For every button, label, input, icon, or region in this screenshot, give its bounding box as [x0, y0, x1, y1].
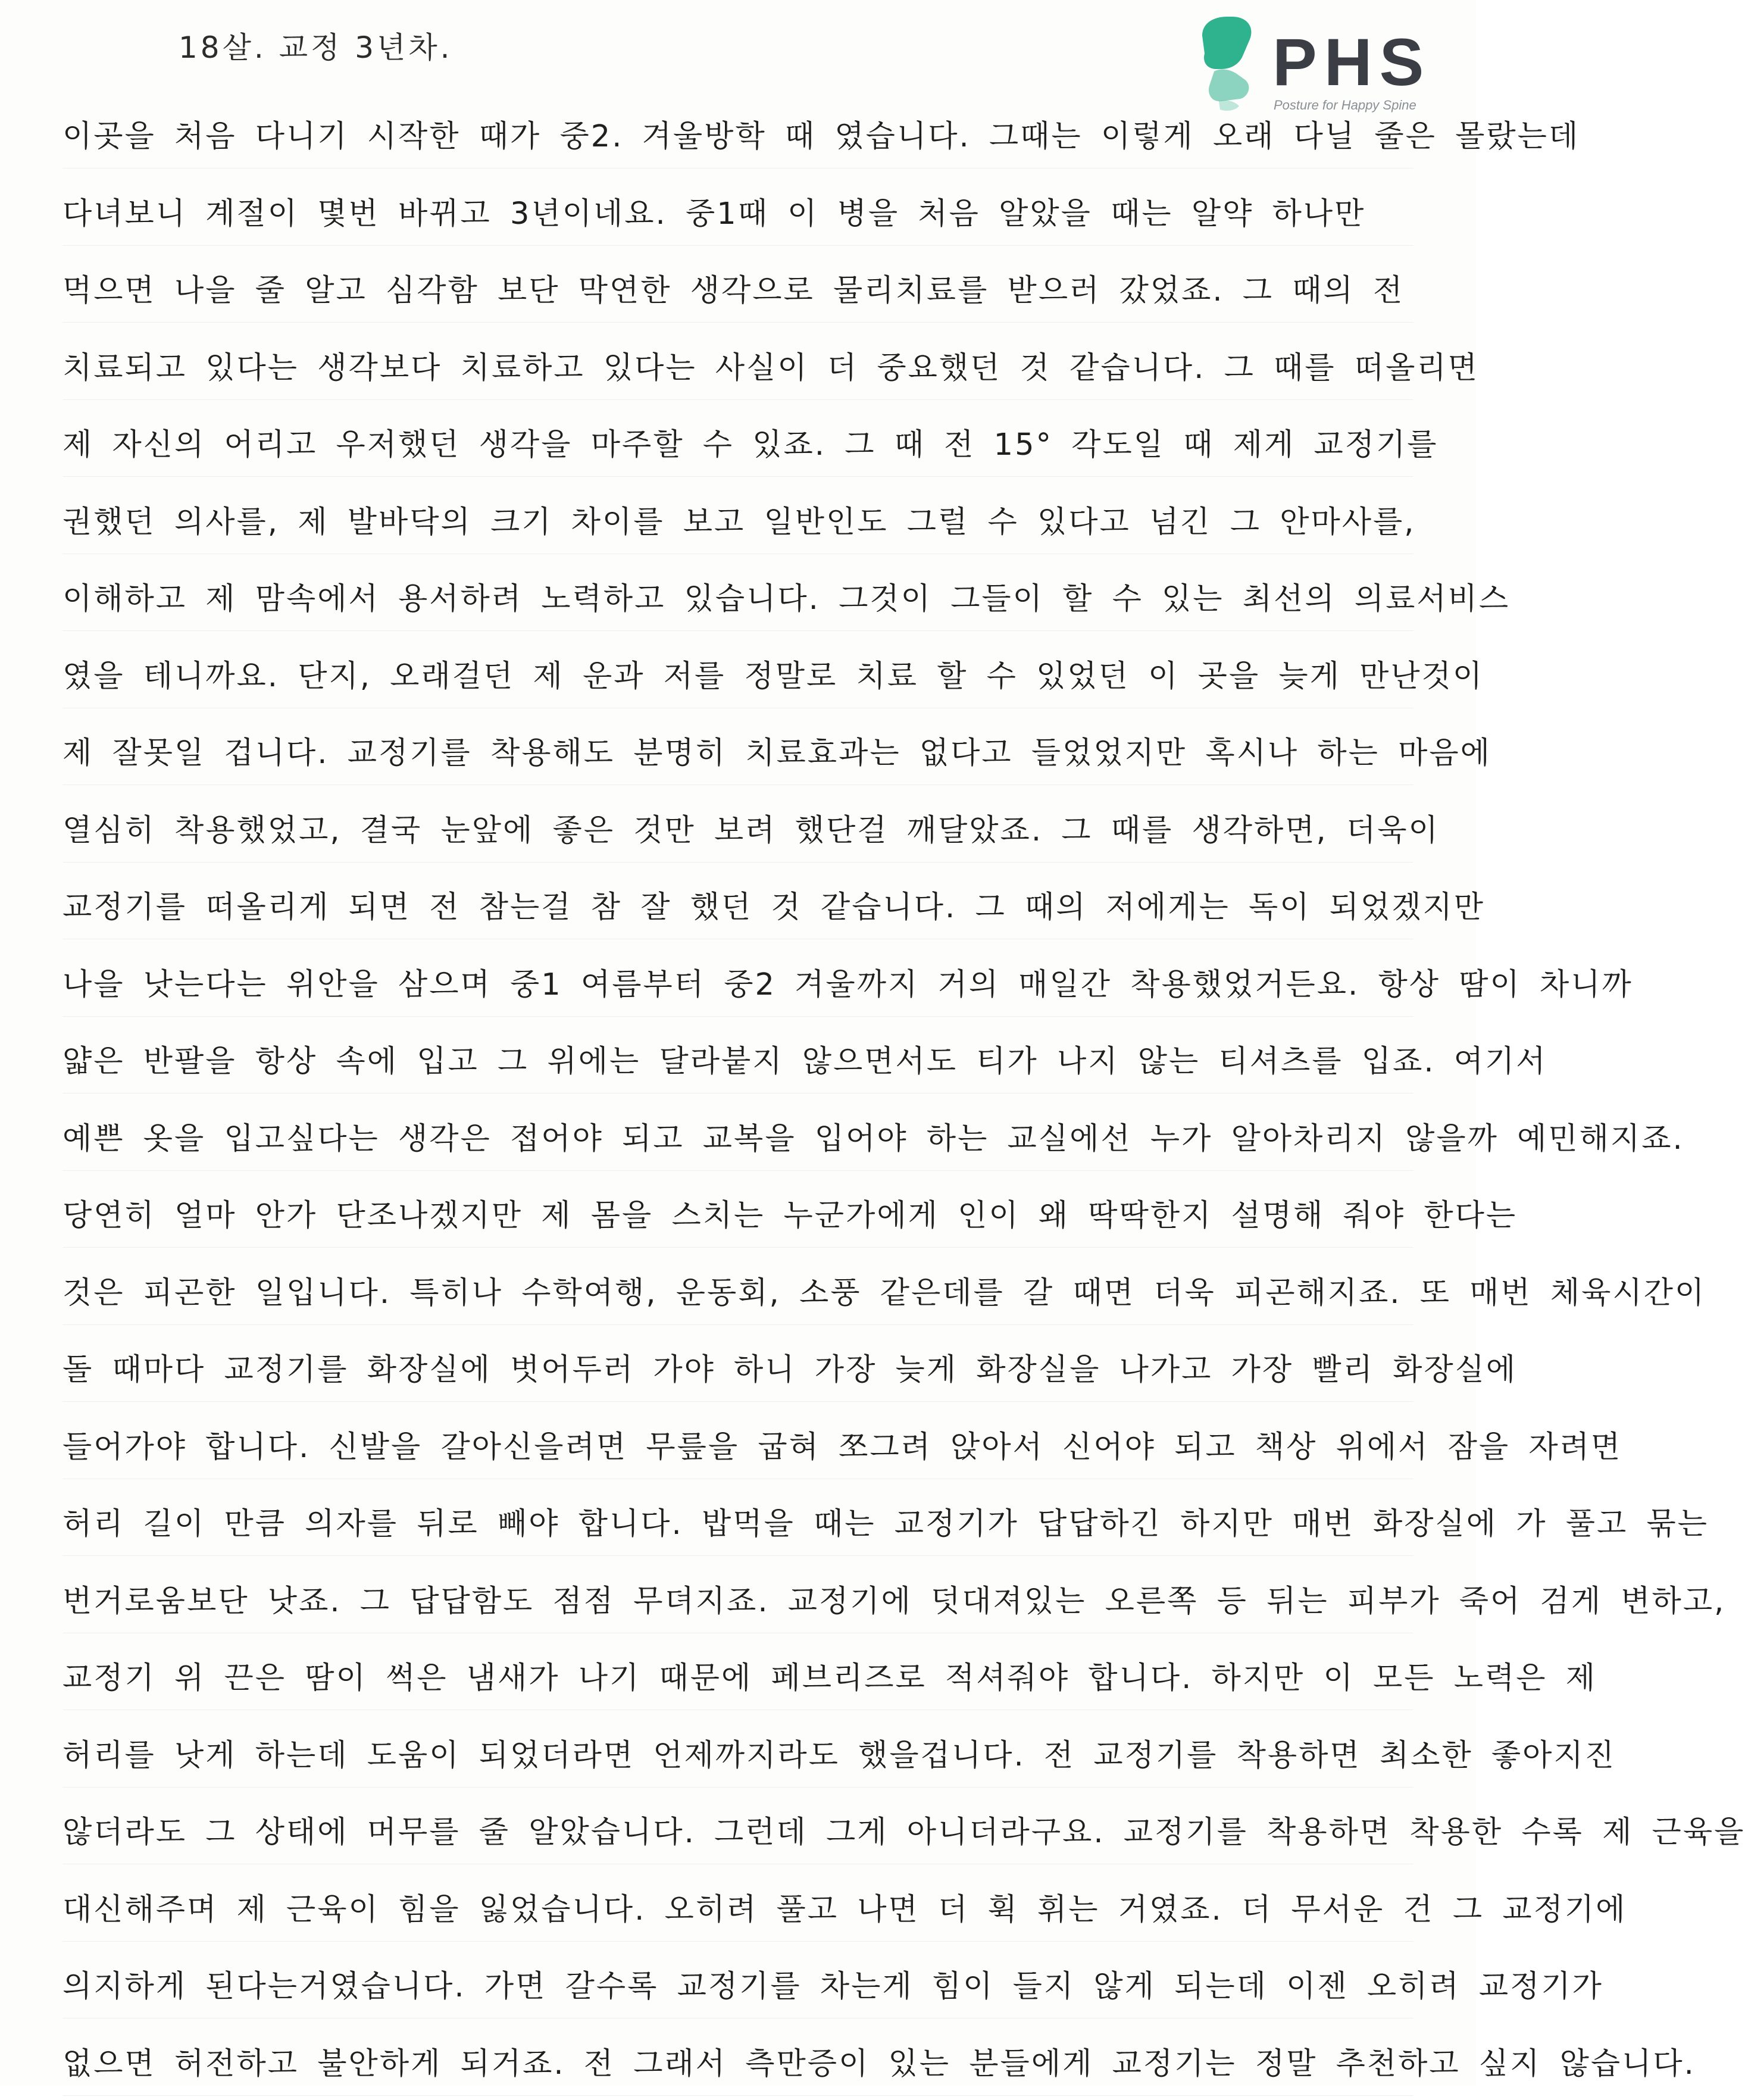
letter-line: 것은 피곤한 일입니다. 특히나 수학여행, 운동회, 소풍 같은데를 갈 때면 더욱 피곤해지죠. 또 매번 체육시간이 [62, 1276, 1706, 1311]
letter-line: 나을 낫는다는 위안을 삼으며 중1 여름부터 중2 겨울까지 거의 매일간 착용했었거든요. 항상 땀이 차니까 [62, 967, 1633, 1002]
letter-line: 번거로움보단 낫죠. 그 답답함도 점점 무뎌지죠. 교정기에 덧대져있는 오른쪽 등 뒤는 피부가 죽어 검게 변하고, [62, 1584, 1726, 1619]
letter-line: 없으면 허전하고 불안하게 되거죠. 전 그래서 측만증이 있는 분들에게 교정기는 정말 추천하고 싶지 않습니다. [62, 2046, 1696, 2082]
letter-line: 권했던 의사를, 제 발바닥의 크기 차이를 보고 일반인도 그럴 수 있다고 넘긴 그 안마사를, [62, 505, 1416, 540]
letter-line: 돌 때마다 교정기를 화장실에 벗어두러 가야 하니 가장 늦게 화장실을 나가고 가장 빨리 화장실에 [62, 1352, 1518, 1388]
letter-line: 당연히 얼마 안가 단조나겠지만 제 몸을 스치는 누군가에게 인이 왜 딱딱한지 설명해 줘야 한다는 [62, 1198, 1518, 1233]
letter-line: 들어가야 합니다. 신발을 갈아신을려면 무릎을 굽혀 쪼그려 앉아서 신어야 되고 책상 위에서 잠을 자려면 [62, 1430, 1622, 1465]
letter-line: 이해하고 제 맘속에서 용서하려 노력하고 있습니다. 그것이 그들이 할 수 있는 최선의 의료서비스 [62, 582, 1511, 617]
letter-line: 다녀보니 계절이 몇번 바뀌고 3년이네요. 중1때 이 병을 처음 알았을 때는 알약 하나만 [62, 196, 1366, 232]
letter-line: 이곳을 처음 다니기 시작한 때가 중2. 겨울방학 때 였습니다. 그때는 이렇게 오래 다닐 줄은 몰랐는데 [62, 119, 1580, 154]
letter-line: 교정기를 떠올리게 되면 전 참는걸 참 잘 했던 것 같습니다. 그 때의 저에게는 독이 되었겠지만 [62, 890, 1486, 925]
letter-line: 교정기 위 끈은 땀이 썩은 냄새가 나기 때문에 페브리즈로 적셔줘야 합니다. 하지만 이 모든 노력은 제 [62, 1661, 1597, 1696]
letter-line: 대신해주며 제 근육이 힘을 잃었습니다. 오히려 풀고 나면 더 휙 휘는 거였죠. 더 무서운 건 그 교정기에 [62, 1892, 1627, 1927]
letter-line: 먹으면 나을 줄 알고 심각함 보단 막연한 생각으로 물리치료를 받으러 갔었죠. 그 때의 전 [62, 273, 1405, 308]
letter-line: 얇은 반팔을 항상 속에 입고 그 위에는 달라붙지 않으면서도 티가 나지 않는 티셔츠를 입죠. 여기서 [62, 1044, 1547, 1079]
letter-line: 제 자신의 어리고 우저했던 생각을 마주할 수 있죠. 그 때 전 15° 각도일 때 제게 교정기를 [62, 427, 1438, 462]
logo-wordmark: PHS [1272, 25, 1431, 99]
letter-line: 허리 길이 만큼 의자를 뒤로 빼야 합니다. 밥먹을 때는 교정기가 답답하긴 하지만 매번 화장실에 가 풀고 묶는 [62, 1507, 1709, 1542]
phs-logo-icon [1190, 12, 1262, 113]
header-note: 18살. 교정 3년차. [179, 30, 453, 65]
letter-line: 예쁜 옷을 입고싶다는 생각은 접어야 되고 교복을 입어야 하는 교실에선 누가 알아차리지 않을까 예민해지죠. [62, 1121, 1684, 1157]
letter-line: 열심히 착용했었고, 결국 눈앞에 좋은 것만 보려 했단걸 깨달았죠. 그 때를 생각하면, 더욱이 [62, 813, 1440, 848]
letter-line: 않더라도 그 상태에 머무를 줄 알았습니다. 그런데 그게 아니더라구요. 교정기를 착용하면 착용한 수록 제 근육을 [62, 1815, 1745, 1850]
letter-line: 의지하게 된다는거였습니다. 가면 갈수록 교정기를 차는게 힘이 들지 않게 되는데 이젠 오히려 교정기가 [62, 1969, 1603, 2004]
letter-line: 제 잘못일 겁니다. 교정기를 착용해도 분명히 치료효과는 없다고 들었었지만 혹시나 하는 마음에 [62, 736, 1491, 771]
letter-line: 치료되고 있다는 생각보다 치료하고 있다는 사실이 더 중요했던 것 같습니다. 그 때를 떠올리면 [62, 351, 1479, 386]
logo-tagline: Posture for Happy Spine [1274, 98, 1416, 112]
letter-line: 허리를 낫게 하는데 도움이 되었더라면 언제까지라도 했을겁니다. 전 교정기를 착용하면 최소한 좋아지진 [62, 1738, 1616, 1773]
letter-line: 였을 테니까요. 단지, 오래걸던 제 운과 저를 정말로 치료 할 수 있었던 이 곳을 늦게 만난것이 [62, 659, 1484, 694]
